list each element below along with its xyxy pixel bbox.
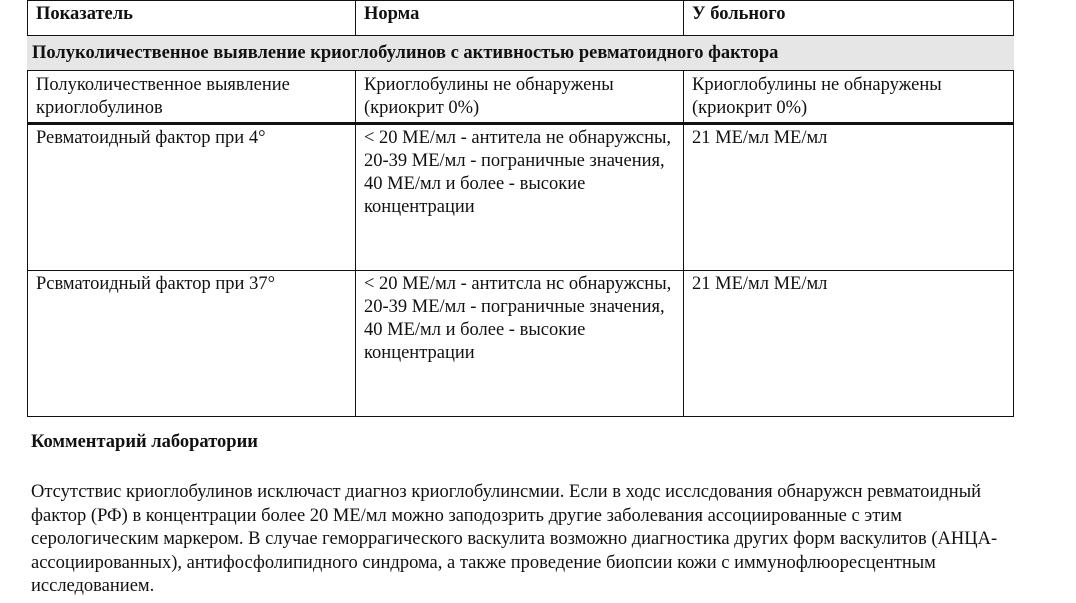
comment-heading: Комментарий лаборатории (31, 432, 258, 452)
row-patient-value: 21 МЕ/мл МЕ/мл (684, 271, 1014, 417)
table-header-row (28, 1, 1014, 36)
row-patient-value: 21 МЕ/мл МЕ/мл (684, 124, 1014, 271)
norm-line: 40 МЕ/мл и более - высокие концентрации (364, 320, 586, 363)
row-indicator: Полуколичественное выявление криоглобулинов (28, 71, 356, 124)
table-row (28, 124, 1014, 271)
header-norm: Норма (356, 1, 684, 36)
row-patient-value: Криоглобулины не обнаружены (криокрит 0%) (684, 71, 1014, 124)
comment-text: Отсутствис криоглобулинов исключаст диагноз криоглобулинсмии. Если в ходс исслсдования обнаружсн ревматоидный фактор (РФ) в концентрации более 20 МЕ/мл можно заподозрить другие заболевания ассоциированные с этим серологическим маркером. В случае геморрагического васкулита возможно диагностика других форм васкулитов (АНЦА-ассоциированных), антифосфолипидного синдрома, а также проведение биопсии кожи с иммунофлюоресцентным исследованием. (31, 482, 998, 596)
lab-results-table (27, 0, 1014, 417)
norm-line: < 20 МЕ/мл - антитсла нс обнаружсны, (364, 274, 672, 294)
row-indicator: Ревматоидный фактор при 4° (28, 124, 356, 271)
norm-line: < 20 МЕ/мл - антитела не обнаружсны, (364, 128, 672, 148)
row-indicator: Рсвматоидный фактор при 37° (28, 271, 356, 417)
header-patient: У больного (684, 1, 1014, 36)
row-norm (356, 271, 684, 417)
table-row (28, 71, 1014, 124)
header-indicator: Показатель (28, 1, 356, 36)
row-norm: Криоглобулины не обнаружены (криокрит 0%) (356, 71, 684, 124)
row-norm (356, 124, 684, 271)
section-row (28, 36, 1014, 71)
norm-line: 20-39 МЕ/мл - пограничные значения, (364, 297, 665, 317)
table-row (28, 271, 1014, 417)
norm-line: 40 МЕ/мл и более - высокие концентрации (364, 174, 586, 217)
norm-line: 20-39 МЕ/мл - пограничные значения, (364, 151, 665, 171)
section-title: Полуколичественное выявление криоглобулинов с активностью ревматоидного фактора (28, 36, 1014, 71)
